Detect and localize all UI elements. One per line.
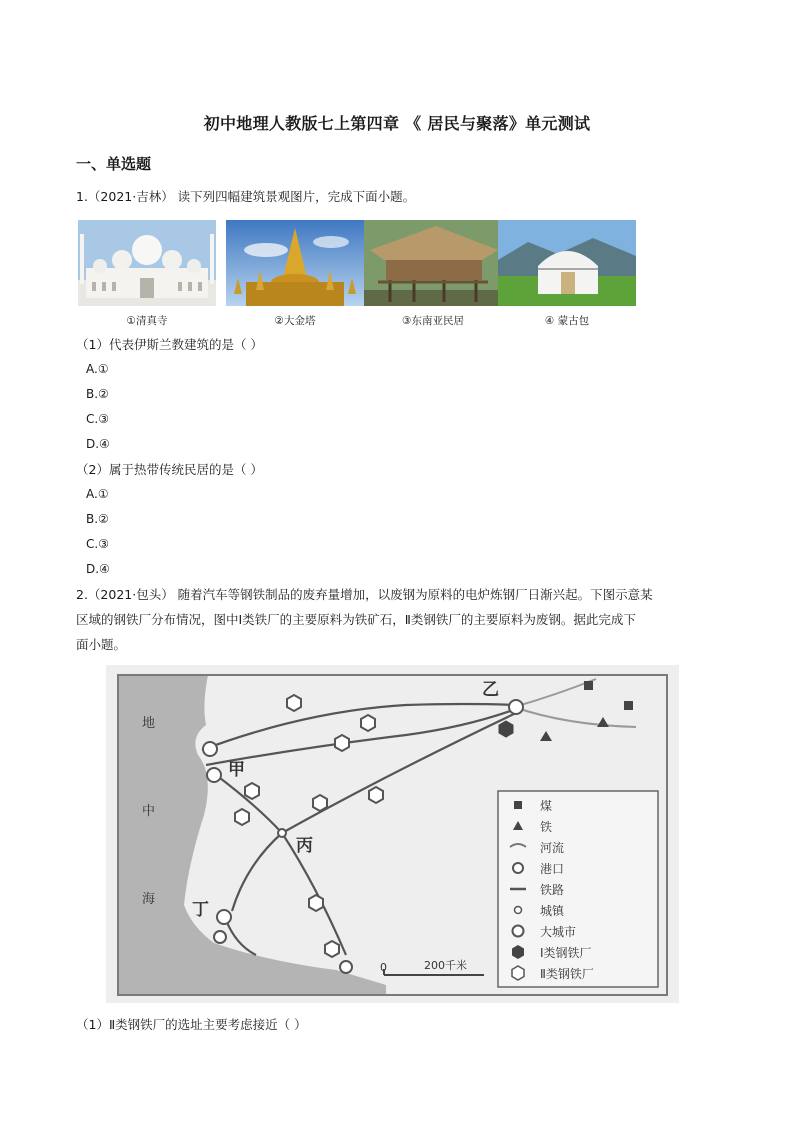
page-title: 初中地理人教版七上第四章 《 居民与聚落》单元测试 (203, 114, 591, 133)
photo-caption-1: ①清真寺 (126, 315, 168, 327)
sea-label-1: 地 (142, 716, 156, 731)
scale-label: 200千米 (424, 959, 467, 972)
coal-marker (624, 701, 633, 710)
question-2-sub-1: （1）Ⅱ类钢铁厂的选址主要考虑接近（ ） (76, 1017, 307, 1032)
legend-port: 港口 (540, 862, 565, 876)
photo-caption-2: ②大金塔 (274, 315, 316, 327)
photo-caption-4: ④ 蒙古包 (544, 315, 590, 327)
question-1-sub-2: （2）属于热带传统民居的是（ ） (76, 462, 263, 477)
legend-type-2-plant: Ⅱ类钢铁厂 (540, 967, 594, 981)
place-label-ding: 丁 (192, 900, 209, 920)
legend-iron: 铁 (540, 820, 553, 834)
legend-big-city: 大城市 (540, 925, 577, 939)
mosque-photo (78, 220, 216, 306)
q1-1-option-a[interactable]: A.① (86, 362, 109, 376)
question-1-sub-1: （1）代表伊斯兰教建筑的是（ ） (76, 337, 263, 352)
section-heading: 一、单选题 (76, 155, 152, 173)
q1-2-option-a[interactable]: A.① (86, 487, 109, 501)
q1-2-option-d[interactable]: D.④ (86, 562, 110, 576)
yurt-photo (498, 220, 636, 306)
question-2-stem-line-2: 区域的钢铁厂分布情况，图中Ⅰ类铁厂的主要原料为铁矿石，Ⅱ类钢铁厂的主要原料为废钢。据此完成下 (76, 612, 636, 627)
photo-caption-3: ③东南亚民居 (402, 315, 464, 327)
coal-marker (584, 681, 593, 690)
stilt-house-photo (364, 220, 502, 306)
legend-river: 河流 (540, 841, 565, 855)
building-photos (78, 220, 628, 330)
pagoda-photo (226, 220, 364, 306)
place-label-bing: 丙 (296, 836, 313, 856)
legend-town: 城镇 (540, 904, 565, 918)
q1-2-option-c[interactable]: C.③ (86, 537, 109, 551)
question-2-stem-line-3: 面小题。 (76, 637, 127, 652)
place-label-yi: 乙 (482, 680, 499, 700)
legend-type-1-plant: Ⅰ类钢铁厂 (540, 946, 592, 960)
place-label-jia: 甲 (228, 760, 245, 780)
sea-label-2: 中 (142, 804, 156, 819)
q1-1-option-b[interactable]: B.② (86, 387, 109, 401)
steel-plant-map (106, 665, 679, 1003)
q1-1-option-c[interactable]: C.③ (86, 412, 109, 426)
sea-label-3: 海 (142, 892, 156, 907)
legend-coal: 煤 (540, 799, 553, 813)
legend-railway: 铁路 (540, 883, 565, 897)
question-1-stem: 1.（2021·吉林） 读下列四幅建筑景观图片，完成下面小题。 (76, 189, 416, 204)
question-2-stem-line-1: 2.（2021·包头） 随着汽车等钢铁制品的废弃量增加，以废钢为原料的电炉炼钢厂日渐兴起。下图示意某 (76, 587, 653, 602)
q1-2-option-b[interactable]: B.② (86, 512, 109, 526)
q1-1-option-d[interactable]: D.④ (86, 437, 110, 451)
scale-zero: 0 (380, 961, 387, 974)
